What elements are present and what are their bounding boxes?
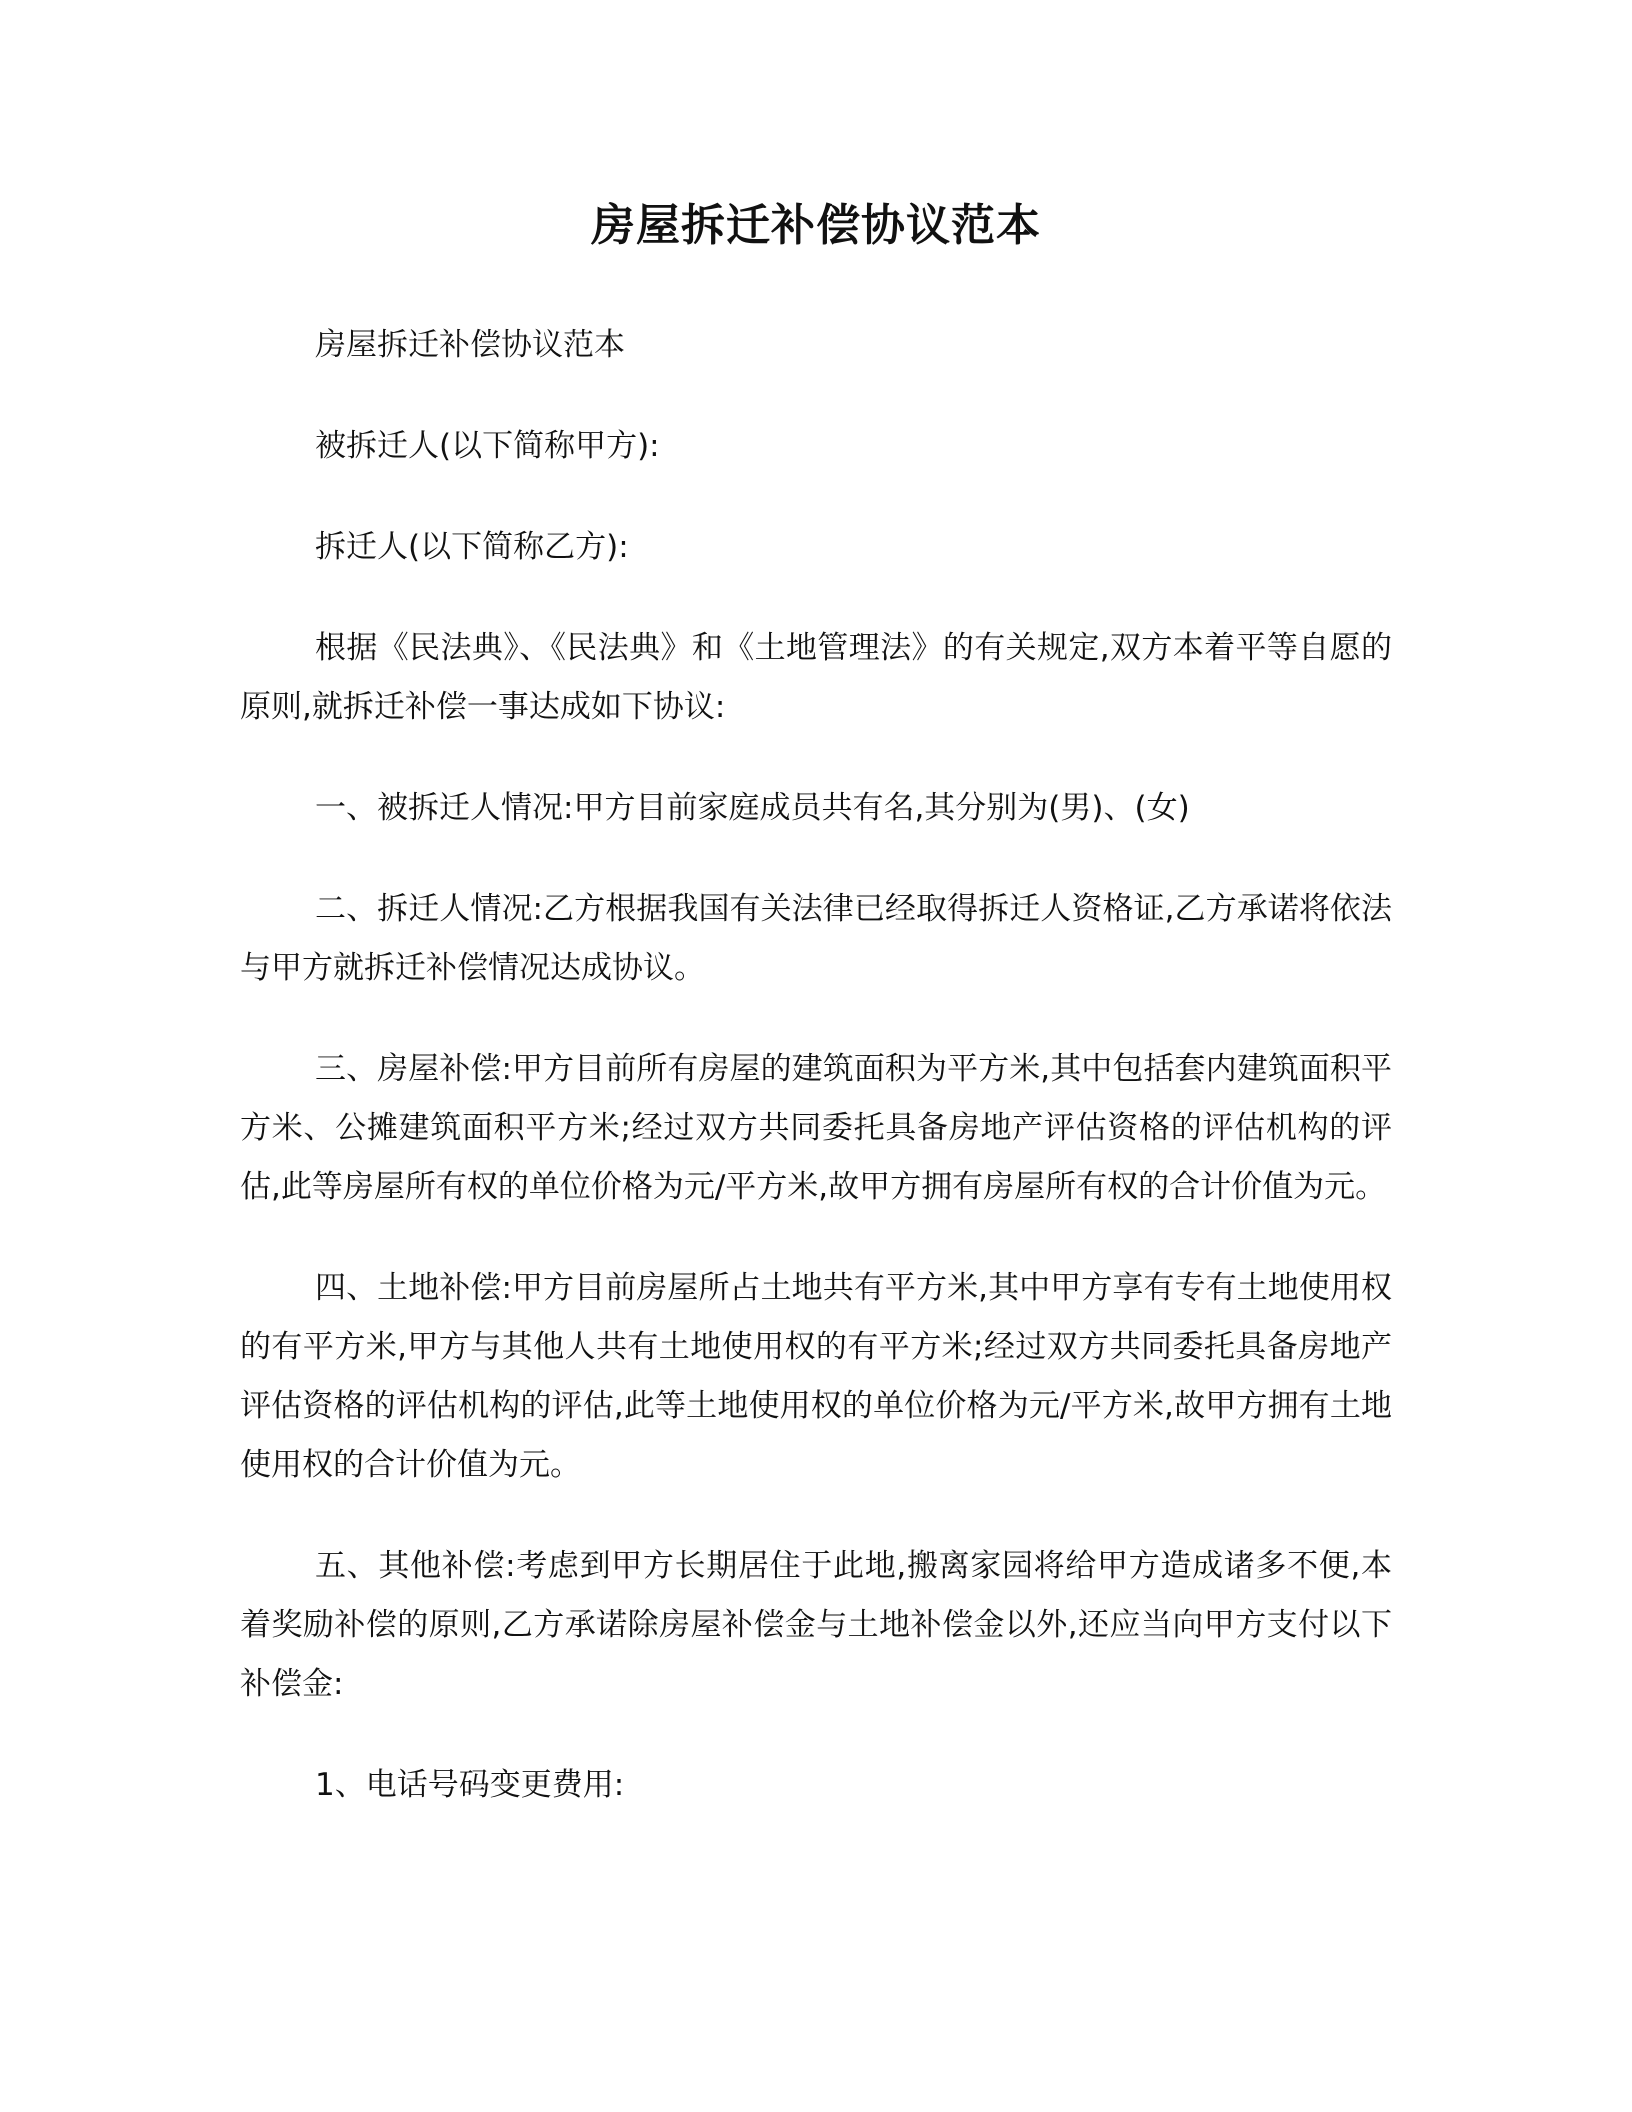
clause-4-paragraph: 四、土地补偿:甲方目前房屋所占土地共有平方米,其中甲方享有专有土地使用权的有平方米,甲方与其他人共有土地使用权的有平方米;经过双方共同委托具备房地产评估资格的评估机构的评估,此等土地使用权的单位价格为元/平方米,故甲方拥有土地使用权的合计价值为元。 — [240, 1270, 1392, 1483]
clause-3-paragraph: 三、房屋补偿:甲方目前所有房屋的建筑面积为平方米,其中包括套内建筑面积平方米、公摊建筑面积平方米;经过双方共同委托具备房地产评估资格的评估机构的评估,此等房屋所有权的单位价格为元/平方米,故甲方拥有房屋所有权的合计价值为元。 — [240, 1051, 1392, 1205]
clause-1-paragraph: 一、被拆迁人情况:甲方目前家庭成员共有名,其分别为(男)、(女) — [315, 790, 1190, 826]
party-a-line: 被拆迁人(以下简称甲方): — [315, 428, 660, 464]
item-1-paragraph: 1、电话号码变更费用: — [315, 1767, 625, 1803]
clause-5-paragraph: 五、其他补偿:考虑到甲方长期居住于此地,搬离家园将给甲方造成诸多不便,本着奖励补偿的原则,乙方承诺除房屋补偿金与土地补偿金以外,还应当向甲方支付以下补偿金: — [240, 1548, 1392, 1702]
clause-2-paragraph: 二、拆迁人情况:乙方根据我国有关法律已经取得拆迁人资格证,乙方承诺将依法与甲方就拆迁补偿情况达成协议。 — [240, 891, 1392, 986]
document-body — [240, 316, 1392, 1857]
party-b-line: 拆迁人(以下简称乙方): — [315, 529, 629, 565]
document-title: 房屋拆迁补偿协议范本 — [591, 200, 1041, 251]
subtitle-paragraph: 房屋拆迁补偿协议范本 — [315, 327, 625, 363]
preamble-paragraph: 根据《民法典》、《民法典》和《土地管理法》的有关规定,双方本着平等自愿的原则,就拆迁补偿一事达成如下协议: — [240, 630, 1392, 725]
